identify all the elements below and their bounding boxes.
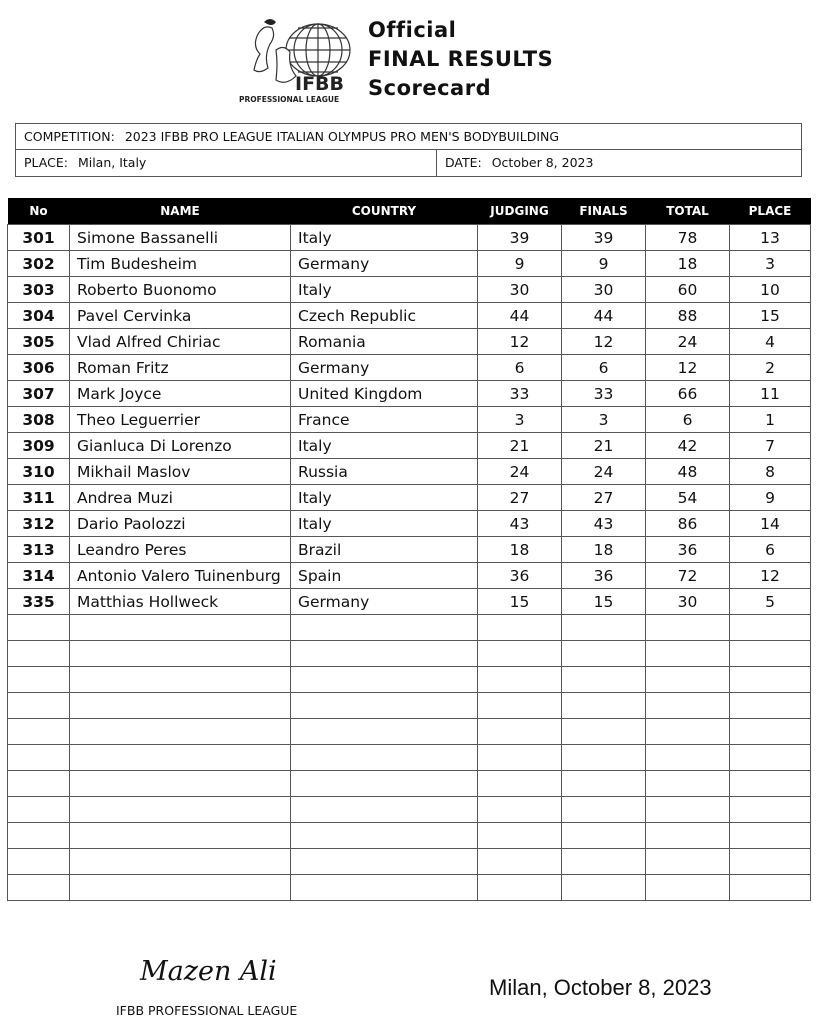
cell-total: 78 — [646, 225, 730, 251]
cell-finals: 43 — [562, 511, 646, 537]
empty-cell — [291, 771, 478, 797]
cell-total: 42 — [646, 433, 730, 459]
empty-cell — [562, 797, 646, 823]
empty-cell — [70, 797, 291, 823]
column-header-total: TOTAL — [646, 198, 730, 225]
cell-name: Mark Joyce — [70, 381, 291, 407]
table-row — [8, 381, 811, 407]
results-table — [7, 198, 811, 901]
cell-finals: 6 — [562, 355, 646, 381]
table-row — [8, 251, 811, 277]
cell-name: Roberto Buonomo — [70, 277, 291, 303]
table-row — [8, 511, 811, 537]
cell-finals: 44 — [562, 303, 646, 329]
empty-cell — [562, 771, 646, 797]
date-label: DATE: — [445, 155, 482, 170]
cell-country: Italy — [291, 511, 478, 537]
cell-total: 30 — [646, 589, 730, 615]
cell-place: 5 — [730, 589, 811, 615]
date-value: October 8, 2023 — [491, 155, 594, 170]
title-line-official: Official — [368, 18, 457, 42]
cell-finals: 18 — [562, 537, 646, 563]
cell-name: Roman Fritz — [70, 355, 291, 381]
empty-cell — [478, 797, 562, 823]
column-header-country: COUNTRY — [291, 198, 478, 225]
empty-cell — [730, 641, 811, 667]
cell-finals: 27 — [562, 485, 646, 511]
empty-cell — [478, 849, 562, 875]
empty-cell — [70, 875, 291, 901]
empty-cell — [8, 745, 70, 771]
empty-cell — [478, 615, 562, 641]
empty-cell — [646, 693, 730, 719]
empty-cell — [562, 615, 646, 641]
empty-cell — [562, 875, 646, 901]
empty-cell — [730, 745, 811, 771]
empty-cell — [291, 745, 478, 771]
table-row — [8, 433, 811, 459]
empty-cell — [730, 849, 811, 875]
cell-no: 309 — [8, 433, 70, 459]
empty-table-row — [8, 823, 811, 849]
column-header-finals: FINALS — [562, 198, 646, 225]
cell-country: Brazil — [291, 537, 478, 563]
title-line-scorecard: Scorecard — [368, 76, 492, 100]
cell-judging: 24 — [478, 459, 562, 485]
empty-cell — [646, 797, 730, 823]
cell-country: Italy — [291, 433, 478, 459]
cell-country: Russia — [291, 459, 478, 485]
empty-cell — [646, 667, 730, 693]
cell-no: 308 — [8, 407, 70, 433]
column-header-name: NAME — [70, 198, 291, 225]
table-row — [8, 589, 811, 615]
cell-country: Germany — [291, 251, 478, 277]
empty-table-row — [8, 641, 811, 667]
empty-cell — [291, 641, 478, 667]
cell-finals: 33 — [562, 381, 646, 407]
cell-country: France — [291, 407, 478, 433]
empty-cell — [291, 797, 478, 823]
cell-name: Leandro Peres — [70, 537, 291, 563]
cell-no: 313 — [8, 537, 70, 563]
cell-place: 1 — [730, 407, 811, 433]
table-row — [8, 459, 811, 485]
empty-cell — [70, 719, 291, 745]
cell-no: 310 — [8, 459, 70, 485]
results-table-body — [8, 225, 811, 901]
cell-finals: 21 — [562, 433, 646, 459]
scorecard-header — [236, 14, 596, 106]
table-row — [8, 303, 811, 329]
empty-cell — [730, 823, 811, 849]
cell-judging: 15 — [478, 589, 562, 615]
empty-cell — [646, 849, 730, 875]
cell-finals: 30 — [562, 277, 646, 303]
empty-table-row — [8, 745, 811, 771]
cell-total: 12 — [646, 355, 730, 381]
cell-judging: 43 — [478, 511, 562, 537]
cell-place: 8 — [730, 459, 811, 485]
table-row — [8, 485, 811, 511]
cell-country: Romania — [291, 329, 478, 355]
cell-total: 60 — [646, 277, 730, 303]
empty-cell — [8, 797, 70, 823]
empty-table-row — [8, 693, 811, 719]
signature: Mazen Ali — [140, 956, 277, 987]
empty-cell — [646, 615, 730, 641]
cell-finals: 36 — [562, 563, 646, 589]
empty-cell — [70, 745, 291, 771]
cell-place: 11 — [730, 381, 811, 407]
cell-name: Matthias Hollweck — [70, 589, 291, 615]
cell-finals: 15 — [562, 589, 646, 615]
table-row — [8, 407, 811, 433]
empty-cell — [730, 693, 811, 719]
cell-place: 3 — [730, 251, 811, 277]
cell-no: 305 — [8, 329, 70, 355]
cell-place: 15 — [730, 303, 811, 329]
cell-finals: 12 — [562, 329, 646, 355]
cell-judging: 9 — [478, 251, 562, 277]
empty-cell — [562, 745, 646, 771]
cell-finals: 9 — [562, 251, 646, 277]
table-row — [8, 277, 811, 303]
cell-no: 304 — [8, 303, 70, 329]
empty-cell — [562, 693, 646, 719]
cell-country: Italy — [291, 485, 478, 511]
empty-cell — [8, 667, 70, 693]
svg-text:IFBB: IFBB — [295, 73, 345, 95]
cell-total: 6 — [646, 407, 730, 433]
empty-cell — [562, 667, 646, 693]
table-row — [8, 355, 811, 381]
cell-place: 10 — [730, 277, 811, 303]
empty-cell — [8, 719, 70, 745]
empty-cell — [646, 641, 730, 667]
table-row — [8, 225, 811, 251]
empty-cell — [8, 875, 70, 901]
footer-place-date: Milan, October 8, 2023 — [489, 975, 712, 1000]
cell-place: 7 — [730, 433, 811, 459]
cell-no: 312 — [8, 511, 70, 537]
empty-cell — [646, 719, 730, 745]
competition-info-box — [15, 123, 802, 177]
cell-place: 6 — [730, 537, 811, 563]
cell-judging: 36 — [478, 563, 562, 589]
empty-cell — [730, 875, 811, 901]
empty-table-row — [8, 615, 811, 641]
empty-cell — [730, 771, 811, 797]
cell-name: Gianluca Di Lorenzo — [70, 433, 291, 459]
cell-judging: 18 — [478, 537, 562, 563]
empty-cell — [291, 823, 478, 849]
column-header-place: PLACE — [730, 198, 811, 225]
ifbb-globe-logo-icon — [236, 14, 366, 104]
empty-cell — [291, 667, 478, 693]
empty-cell — [562, 641, 646, 667]
cell-place: 12 — [730, 563, 811, 589]
cell-finals: 39 — [562, 225, 646, 251]
cell-total: 24 — [646, 329, 730, 355]
empty-cell — [478, 641, 562, 667]
cell-no: 335 — [8, 589, 70, 615]
cell-total: 72 — [646, 563, 730, 589]
cell-name: Theo Leguerrier — [70, 407, 291, 433]
column-header-no: No — [8, 198, 70, 225]
empty-cell — [70, 615, 291, 641]
cell-judging: 6 — [478, 355, 562, 381]
empty-cell — [291, 719, 478, 745]
empty-table-row — [8, 797, 811, 823]
cell-judging: 21 — [478, 433, 562, 459]
empty-cell — [291, 849, 478, 875]
empty-cell — [730, 667, 811, 693]
cell-country: United Kingdom — [291, 381, 478, 407]
place-value: Milan, Italy — [77, 155, 147, 170]
empty-cell — [291, 875, 478, 901]
empty-cell — [478, 693, 562, 719]
cell-judging: 39 — [478, 225, 562, 251]
cell-total: 88 — [646, 303, 730, 329]
place-cell — [16, 150, 437, 177]
cell-no: 314 — [8, 563, 70, 589]
scorecard-title — [368, 16, 553, 103]
cell-total: 18 — [646, 251, 730, 277]
cell-total: 66 — [646, 381, 730, 407]
empty-cell — [8, 693, 70, 719]
cell-finals: 24 — [562, 459, 646, 485]
empty-cell — [478, 771, 562, 797]
empty-cell — [562, 849, 646, 875]
cell-name: Dario Paolozzi — [70, 511, 291, 537]
empty-table-row — [8, 719, 811, 745]
cell-no: 302 — [8, 251, 70, 277]
table-header-row — [8, 198, 811, 225]
empty-cell — [70, 771, 291, 797]
cell-no: 311 — [8, 485, 70, 511]
empty-cell — [646, 823, 730, 849]
empty-cell — [70, 849, 291, 875]
cell-no: 301 — [8, 225, 70, 251]
cell-name: Pavel Cervinka — [70, 303, 291, 329]
table-row — [8, 537, 811, 563]
cell-name: Tim Budesheim — [70, 251, 291, 277]
cell-country: Spain — [291, 563, 478, 589]
empty-cell — [730, 719, 811, 745]
cell-judging: 44 — [478, 303, 562, 329]
cell-name: Andrea Muzi — [70, 485, 291, 511]
cell-place: 2 — [730, 355, 811, 381]
empty-cell — [730, 797, 811, 823]
empty-cell — [478, 823, 562, 849]
cell-name: Antonio Valero Tuinenburg — [70, 563, 291, 589]
cell-total: 48 — [646, 459, 730, 485]
empty-cell — [562, 823, 646, 849]
cell-place: 14 — [730, 511, 811, 537]
cell-total: 36 — [646, 537, 730, 563]
cell-country: Czech Republic — [291, 303, 478, 329]
empty-cell — [70, 641, 291, 667]
cell-name: Mikhail Maslov — [70, 459, 291, 485]
empty-cell — [70, 693, 291, 719]
table-row — [8, 329, 811, 355]
empty-cell — [291, 615, 478, 641]
empty-table-row — [8, 849, 811, 875]
empty-cell — [291, 693, 478, 719]
cell-judging: 30 — [478, 277, 562, 303]
cell-place: 4 — [730, 329, 811, 355]
title-line-final-results: FINAL RESULTS — [368, 47, 554, 71]
competition-row — [16, 124, 801, 150]
column-header-judging: JUDGING — [478, 198, 562, 225]
empty-cell — [730, 615, 811, 641]
date-cell — [437, 150, 801, 177]
cell-finals: 3 — [562, 407, 646, 433]
competition-label: COMPETITION: — [24, 129, 115, 144]
place-label: PLACE: — [24, 155, 68, 170]
cell-judging: 33 — [478, 381, 562, 407]
svg-text:PROFESSIONAL LEAGUE: PROFESSIONAL LEAGUE — [239, 95, 340, 104]
cell-name: Vlad Alfred Chiriac — [70, 329, 291, 355]
cell-country: Italy — [291, 225, 478, 251]
cell-country: Germany — [291, 589, 478, 615]
table-row — [8, 563, 811, 589]
empty-table-row — [8, 875, 811, 901]
cell-total: 86 — [646, 511, 730, 537]
cell-place: 13 — [730, 225, 811, 251]
cell-judging: 12 — [478, 329, 562, 355]
cell-country: Germany — [291, 355, 478, 381]
competition-value: 2023 IFBB PRO LEAGUE ITALIAN OLYMPUS PRO MEN'S BODYBUILDING — [124, 129, 560, 144]
empty-cell — [8, 641, 70, 667]
cell-total: 54 — [646, 485, 730, 511]
empty-cell — [8, 849, 70, 875]
empty-cell — [646, 745, 730, 771]
cell-judging: 3 — [478, 407, 562, 433]
empty-cell — [8, 823, 70, 849]
cell-judging: 27 — [478, 485, 562, 511]
empty-cell — [70, 823, 291, 849]
empty-cell — [478, 875, 562, 901]
empty-cell — [478, 667, 562, 693]
empty-cell — [646, 875, 730, 901]
cell-name: Simone Bassanelli — [70, 225, 291, 251]
empty-cell — [8, 771, 70, 797]
cell-place: 9 — [730, 485, 811, 511]
empty-cell — [70, 667, 291, 693]
empty-cell — [478, 745, 562, 771]
cell-no: 307 — [8, 381, 70, 407]
signature-organization: IFBB PROFESSIONAL LEAGUE — [116, 1003, 298, 1018]
empty-cell — [478, 719, 562, 745]
empty-cell — [562, 719, 646, 745]
cell-country: Italy — [291, 277, 478, 303]
empty-table-row — [8, 771, 811, 797]
empty-cell — [8, 615, 70, 641]
cell-no: 303 — [8, 277, 70, 303]
empty-cell — [646, 771, 730, 797]
cell-no: 306 — [8, 355, 70, 381]
empty-table-row — [8, 667, 811, 693]
